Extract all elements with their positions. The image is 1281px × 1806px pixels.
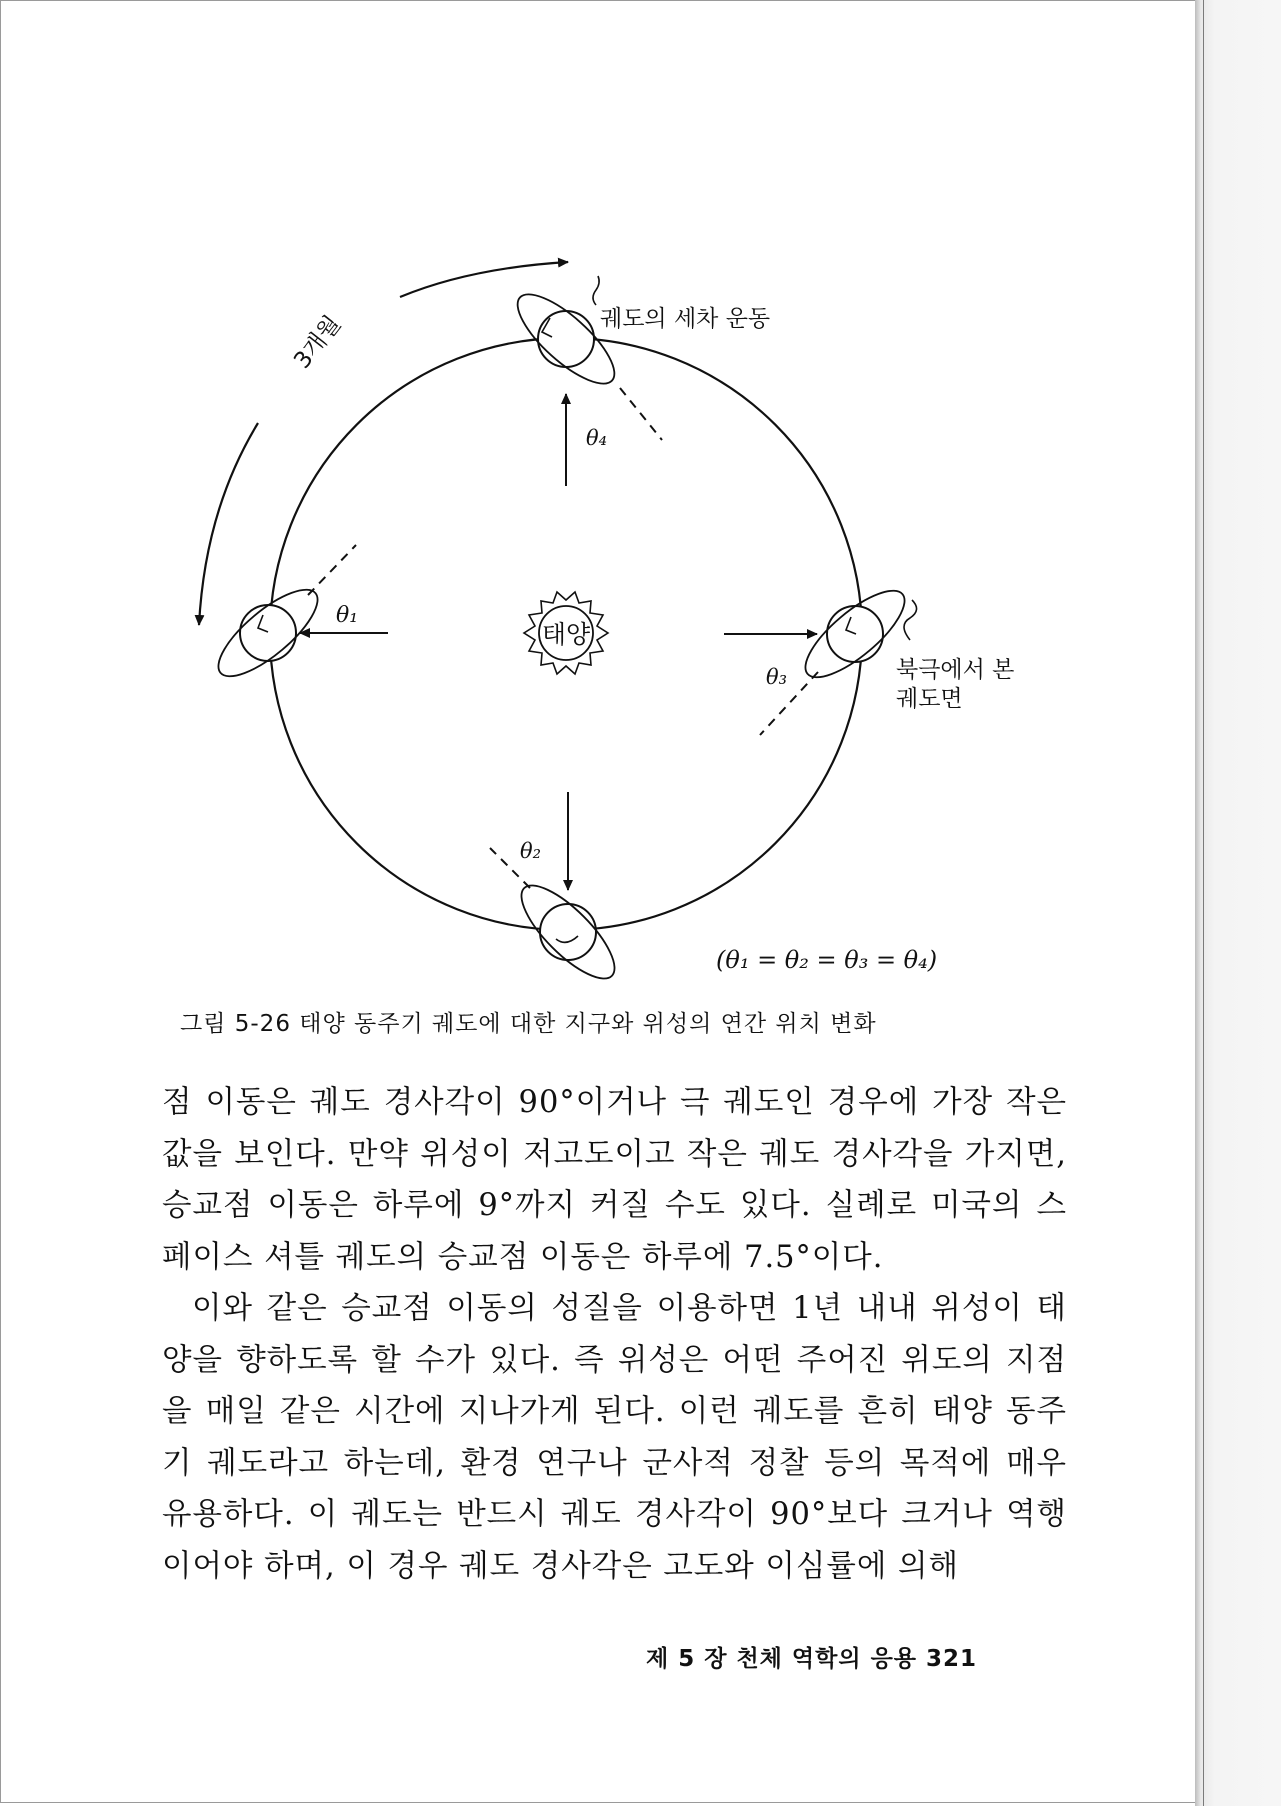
theta2-label: θ₂	[520, 839, 542, 863]
theta4-label: θ₄	[586, 426, 608, 450]
three-months-arc-lower	[199, 423, 258, 625]
body-text	[162, 1077, 1067, 1592]
earth-bottom	[490, 848, 627, 991]
north-view-pointer	[904, 600, 917, 640]
paragraph-2: 이와 같은 승교점 이동의 성질을 이용하면 1년 내내 위성이 태양을 향하도록 할 수가 있다. 즉 위성은 어떤 주어진 위도의 지점을 매일 같은 시간에 지나가게 된다. 이런 궤도를 흔히 태양 동주기 궤도라고 하는데, 환경 연구나 군사적 정찰 등의 목적에 매우 유용하다. 이 궤도는 반드시 궤도 경사각이 90°보다 크거나 역행이어야 하며, 이 경우 궤도 경사각은 고도와 이심률에 의해	[162, 1291, 1067, 1584]
earth-left	[206, 545, 359, 690]
theta1-label: θ₁	[336, 603, 359, 628]
page-footer: 제 5 장 천체 역학의 응용 321	[646, 1646, 978, 1672]
three-months-arc-upper	[400, 262, 568, 297]
north-view-label-line1: 북극에서 본	[896, 657, 1015, 683]
precession-label: 궤도의 세차 운동	[600, 306, 771, 332]
earth-right	[760, 577, 917, 735]
theta3-label: θ₃	[766, 665, 788, 689]
figure-caption: 그림 5-26 태양 동주기 궤도에 대한 지구와 위성의 연간 위치 변화	[180, 1011, 877, 1037]
paragraph-1: 점 이동은 궤도 경사각이 90°이거나 극 궤도인 경우에 가장 작은 값을 보인다. 만약 위성이 저고도이고 작은 궤도 경사각을 가지면, 승교점 이동은 하루에 9°까지 커질 수도 있다. 실례로 미국의 스페이스 셔틀 궤도의 승교점 이동은 하루에 7.5°이다.	[162, 1085, 1067, 1275]
north-view-label-line2: 궤도면	[896, 686, 963, 712]
three-months-label: 3개월	[289, 311, 347, 374]
theta-equality: (θ₁ = θ₂ = θ₃ = θ₄)	[716, 946, 938, 974]
earth-top	[505, 281, 662, 440]
precession-arrow	[593, 276, 599, 305]
sun-label: 태양	[541, 620, 591, 649]
